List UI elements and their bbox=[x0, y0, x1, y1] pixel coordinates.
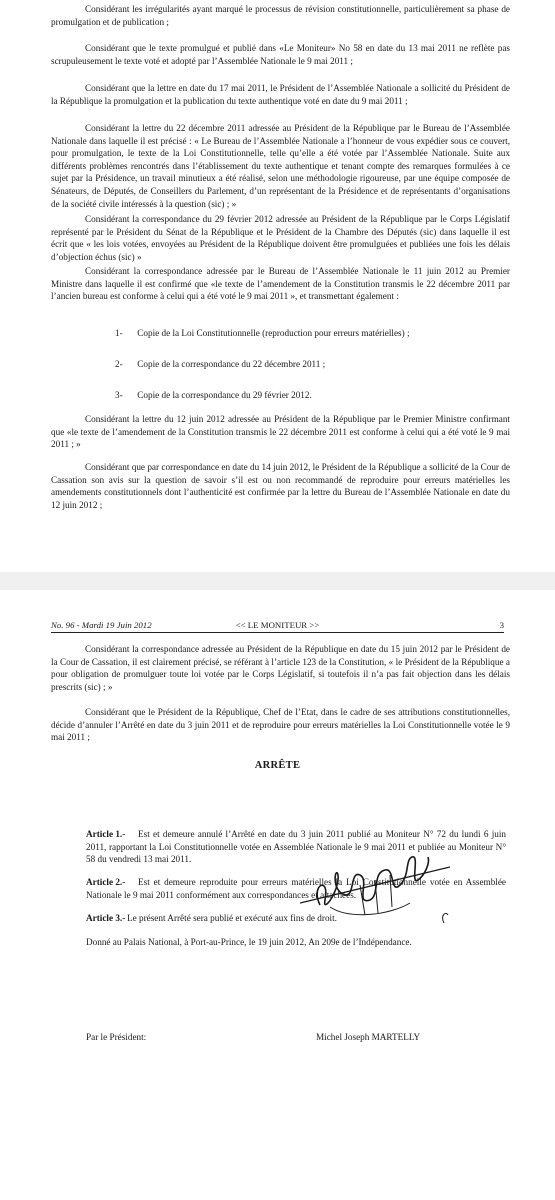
page-number: 3 bbox=[499, 620, 504, 630]
document-page-2 bbox=[0, 590, 555, 1200]
article-label: Article 1.- bbox=[86, 829, 126, 839]
article-text: Le présent Arrêté sera publié et exécuté aux fins de droit. bbox=[127, 913, 337, 923]
paragraph-correspondance-29-fevrier: Considérant la correspondance du 29 février 2012 adressée au Président de la République par le Corps Législatif représenté par le Président du Sénat de la République et le Président de la Chambre des Députés (sic) dans laquelle il est écrit que « les lois votées, envoyées au Président de la République doivent être promulguées et publiées une fois les délais d’objection échus (sic) » bbox=[51, 214, 510, 262]
paragraph-irregularites: Considérant les irrégularités ayant marqué le processus de révision constitutionnelle, particulièrement sa phase de promulgation et de publication ; bbox=[51, 4, 510, 27]
paragraph-texte-promulgue: Considérant que le texte promulgué et publié dans «Le Moniteur» No 58 en date du 13 mai 2011 ne reflète pas scrupuleusement le texte voté et adopté par l’Assemblée Nationale le 9 mai 2011 ; bbox=[51, 43, 510, 66]
page-header bbox=[51, 620, 504, 633]
publication-title: << LE MONITEUR >> bbox=[235, 620, 320, 630]
list-item-number: 1- bbox=[115, 328, 123, 338]
paragraph-correspondance-14-juin: Considérant que par correspondance en date du 14 juin 2012, le Président de la République a sollicité de la Cour de Cassation son avis sur la question de savoir s’il est ou non recommandé de reproduire pour erreurs matérielles les amendements constitutionnels dont l’authenticité est confirmée par la lettre du Bureau de l’Assemblée Nationale en date du 12 juin 2012 ; bbox=[51, 462, 510, 510]
paragraph-lettre-22-decembre: Considérant la lettre du 22 décembre 2011 adressée au Président de la République par le Bureau de l’Assemblée Nationale dans laquelle il est précisé : « Le Bureau de l’Assemblée Nationale a l’honneur de vous expédier sous ce couvert, pour promulgation, le texte de la Loi Constitutionnelle, telle qu’elle a été votée par l’Assemblée Nationale. Suite aux différents problèmes rencontrés dans l’établissement du texte authentique et tenant compte des remarques formulées à ce sujet par la Présidence, un travail minutieux a été réalisé, selon une méthodologie rigoureuse, par une équipe composée de Sénateurs, de Députés, de Conseillers du Parlement, d’un représentant de la Présidence et de représentants d’organisations de la société civile intéressés à la question (sic) ; » bbox=[51, 123, 510, 209]
paragraph-decision-president: Considérant que le Président de la République, Chef de l’Etat, dans le cadre de ses attributions constitutionnelles, décide d’annuler l’Arrêté en date du 3 juin 2011 et de reproduire pour erreurs matérielles la Loi Constitutionnelle votée le 9 mai 2011 ; bbox=[51, 707, 510, 743]
article-text: Est et demeure reproduite pour erreurs matérielles la Loi Constitutionnelle votée en Assemblée Nationale le 9 mai 2011 conformément aux correspondances et attachées. bbox=[86, 877, 506, 900]
signatory-name: Michel Joseph MARTELLY bbox=[316, 1032, 421, 1042]
paragraph-lettre-17-mai: Considérant que la lettre en date du 17 mai 2011, le Président de l’Assemblée Nationale a sollicité du Président de la République la promulgation et la publication du texte authentique voté en date du 9 mai 2011 ; bbox=[51, 83, 510, 106]
par-le-president-label: Par le Président: bbox=[86, 1032, 147, 1042]
paragraph-cour-cassation: Considérant la correspondance adressée au Président de la République en date du 15 juin 2012 par le Président de la Cour de Cassation, il est clairement précisé, se référant à l’article 123 de la Constitution, « le Président de la République a pour obligation de promulguer toute loi votée par le Corps Législatif, si toutefois il n’a pas fait objection dans les délais prescrits (sic) ; » bbox=[51, 644, 510, 692]
document-title: ARRÊTE bbox=[254, 760, 301, 771]
list-item bbox=[115, 358, 325, 371]
article-label: Article 2.- bbox=[86, 877, 126, 887]
document-page-1 bbox=[0, 0, 555, 572]
closing-statement: Donné au Palais National, à Port-au-Prince, le 19 juin 2012, An 209e de l’Indépendance. bbox=[86, 937, 412, 947]
list-item-text: Copie de la correspondance du 29 février 2012. bbox=[137, 390, 312, 400]
list-item-text: Copie de la Loi Constitutionnelle (reproduction pour erreurs matérielles) ; bbox=[137, 328, 410, 338]
list-item bbox=[115, 327, 410, 340]
list-item-number: 3- bbox=[115, 390, 123, 400]
issue-number: No. 96 - Mardi 19 Juin 2012 bbox=[51, 620, 152, 630]
list-item bbox=[115, 389, 312, 402]
article-label: Article 3.- bbox=[86, 913, 126, 923]
paragraph-correspondance-11-juin: Considérant la correspondance adressée par le Bureau de l’Assemblée Nationale le 11 juin 2012 au Premier Ministre dans laquelle il est confirmé que «le texte de l’amendement de la Constitution transmis le 22 décembre 2011 par l’ancien bureau est conforme à celui qui a été voté le 9 mai 2011 », et transmettant également : bbox=[51, 266, 510, 302]
list-item-text: Copie de la correspondance du 22 décembre 2011 ; bbox=[137, 359, 326, 369]
paragraph-lettre-12-juin: Considérant la lettre du 12 juin 2012 adressée au Président de la République par le Premier Ministre confirmant que «le texte de l’amendement de la Constitution transmis le 22 décembre 2011 est conforme à celui qui a été voté le 9 mai 2011 ; » bbox=[51, 414, 510, 450]
list-item-number: 2- bbox=[115, 359, 123, 369]
article-text: Est et demeure annulé l’Arrêté en date du 3 juin 2011 publié au Moniteur N° 72 du lundi 6 juin 2011, rapportant la Loi Constitutionnelle votée en Assemblée Nationale le 9 mai 2011 et publiée au Moniteur N° 58 du vendredi 13 mai 2011. bbox=[86, 829, 506, 865]
signature-image bbox=[300, 845, 450, 925]
